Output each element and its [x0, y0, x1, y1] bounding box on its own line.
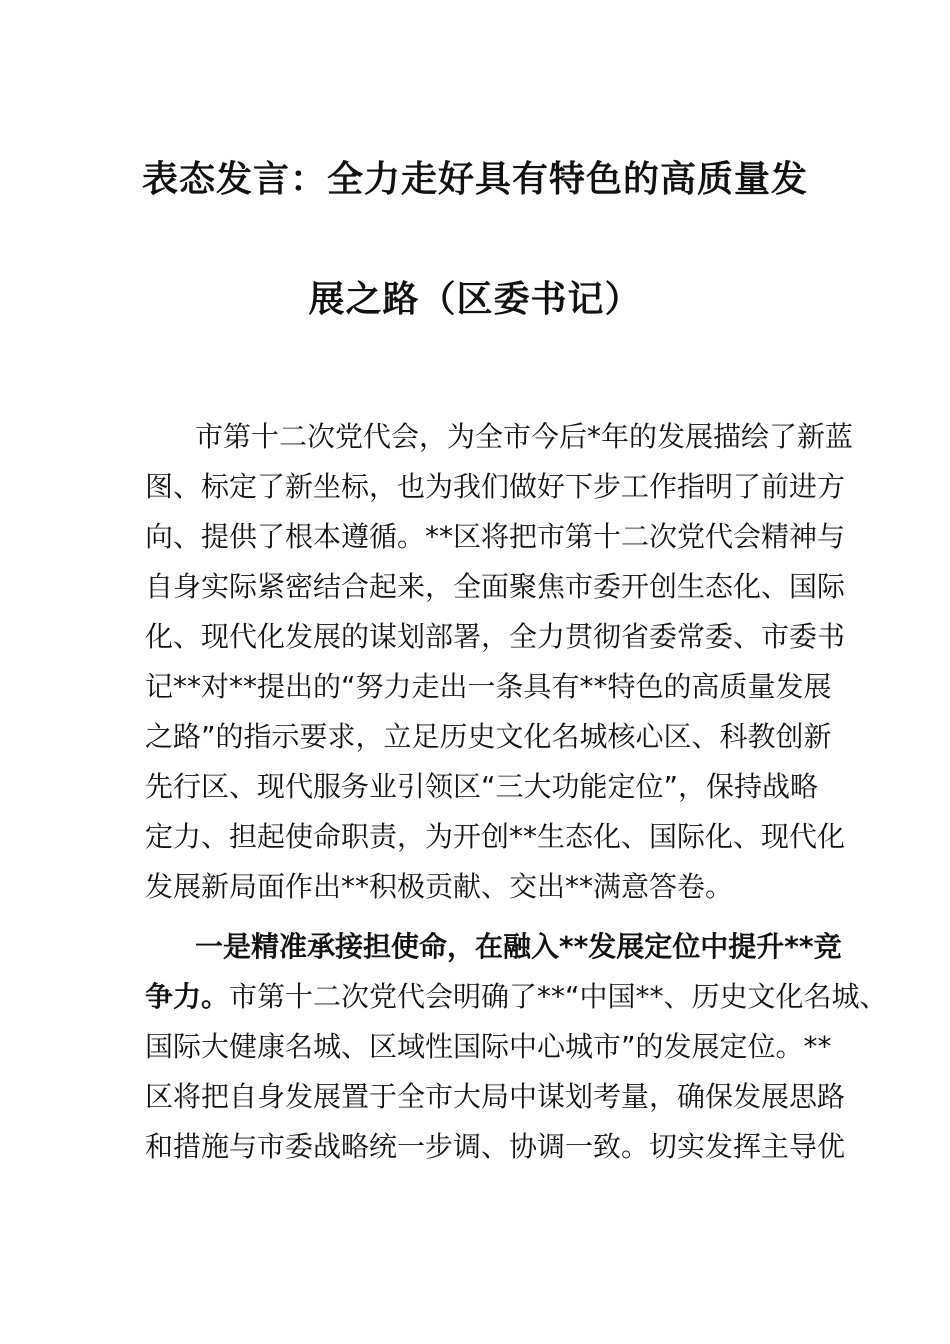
paragraph-line-text: 市第十二次党代会明确了**“中国**、历史文化名城、 [229, 980, 888, 1013]
paragraph-line: 向、提供了根本遵循。**区将把市第十二次党代会精神与 [145, 520, 846, 553]
paragraph-line: 记**对**提出的“努力走出一条具有**特色的高质量发展 [145, 670, 832, 703]
paragraph-line: 之路”的指示要求，立足历史文化名城核心区、科教创新 [145, 720, 832, 753]
paragraph-1 [145, 412, 854, 912]
paragraph-heading-end: 争力。 [145, 980, 230, 1013]
paragraph-line: 市第十二次党代会，为全市今后*年的发展描绘了新蓝 [195, 420, 854, 453]
document-title-line-2: 展之路（区委书记） [308, 279, 642, 320]
paragraph-line: 化、现代化发展的谋划部署，全力贯彻省委常委、市委书 [145, 620, 846, 653]
paragraph-line: 定力、担起使命职责，为开创**生态化、国际化、现代化 [145, 820, 846, 853]
paragraph-line: 国际大健康名城、区域性国际中心城市”的发展定位。** [145, 1030, 832, 1063]
paragraph-line: 先行区、现代服务业引领区“三大功能定位”，保持战略 [145, 770, 819, 803]
paragraph-line: 自身实际紧密结合起来，全面聚焦市委开创生态化、国际 [145, 570, 846, 603]
paragraph-line: 和措施与市委战略统一步调、协调一致。切实发挥主导优 [145, 1130, 846, 1163]
paragraph-heading: 一是精准承接担使命，在融入**发展定位中提升**竞 [195, 930, 842, 963]
document-title-line-1: 表态发言：全力走好具有特色的高质量发 [141, 159, 808, 200]
paragraph-line [145, 972, 888, 1022]
paragraph-line: 区将把自身发展置于全市大局中谋划考量，确保发展思路 [145, 1080, 846, 1113]
paragraph-line: 发展新局面作出**积极贡献、交出**满意答卷。 [145, 870, 734, 903]
paragraph-line: 图、标定了新坐标，也为我们做好下步工作指明了前进方 [145, 470, 846, 503]
paragraph-2 [145, 922, 888, 1172]
